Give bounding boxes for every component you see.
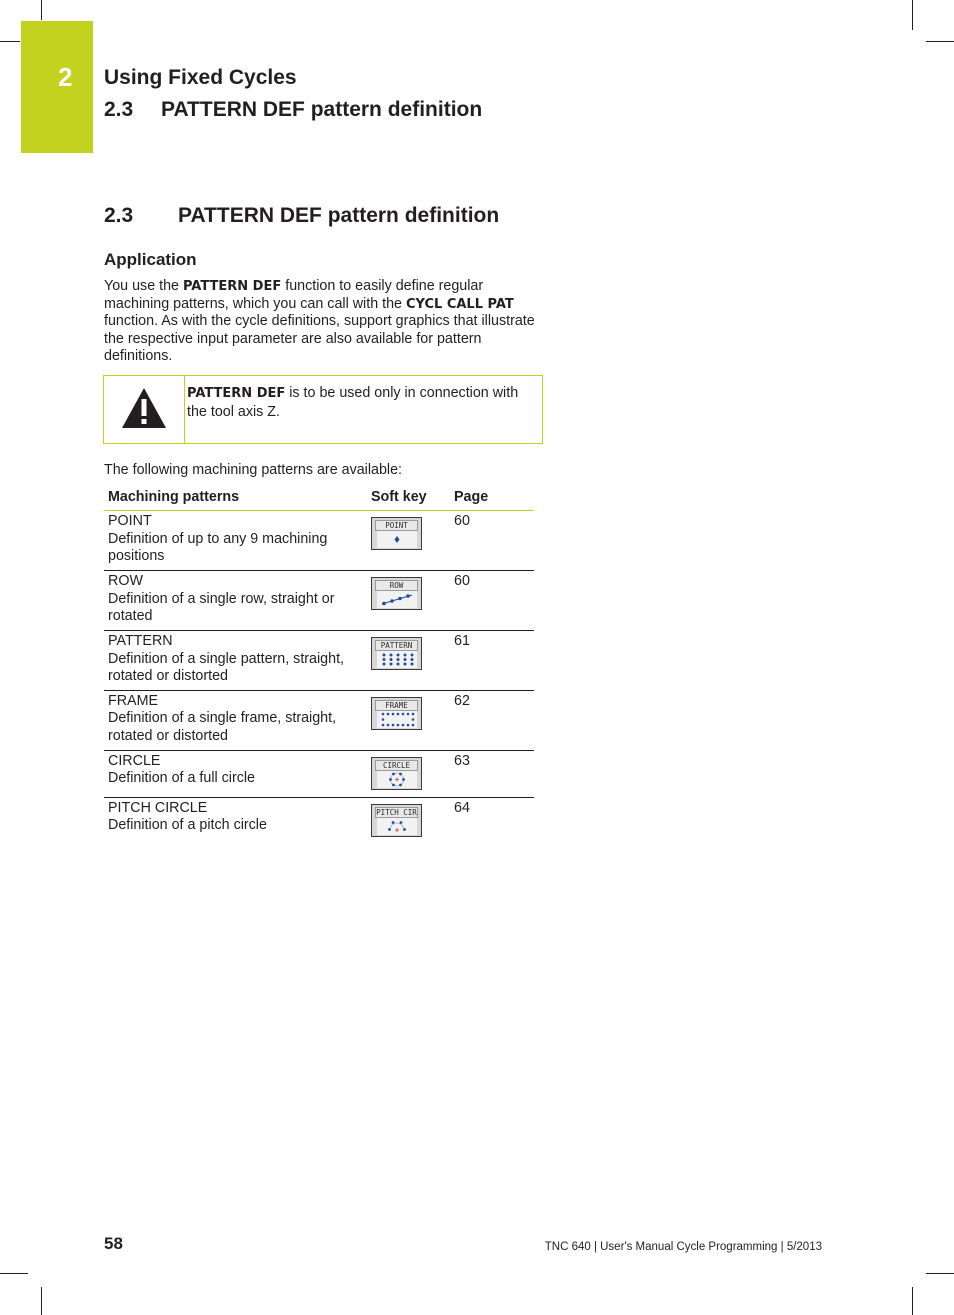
chapter-number: 2 [58, 62, 73, 92]
pitch-circle-pattern-icon [377, 818, 417, 835]
pattern-description: Definition of up to any 9 machining positions [108, 530, 328, 564]
footer-text: TNC 640 | User's Manual Cycle Programming | 5/2013 [544, 1241, 822, 1253]
softkey-label: FRAME [375, 700, 418, 711]
intro-code: PATTERN DEF [182, 279, 282, 294]
softkey-cell [367, 797, 450, 844]
pattern-description: Definition of a single frame, straight, rotated or distorted [108, 710, 337, 744]
section-title [104, 204, 499, 228]
crop-mark [926, 1273, 954, 1274]
page-cell: 61 [450, 631, 534, 691]
softkey-pitch-circle-button[interactable] [371, 804, 422, 837]
frame-pattern-icon [377, 711, 417, 728]
pattern-cell [104, 750, 367, 797]
point-pattern-icon [377, 531, 417, 548]
softkey-label: POINT [375, 520, 418, 531]
row-pattern-icon [377, 591, 417, 608]
pattern-description: Definition of a pitch circle [108, 817, 267, 833]
pattern-name: CIRCLE [108, 752, 161, 769]
intro-text: function to easily define regular machining patterns, which you can call with the [104, 278, 484, 312]
pattern-description: Definition of a single row, straight or rotated [108, 590, 335, 624]
running-header-section-title: PATTERN DEF pattern definition [161, 98, 483, 121]
table-row [104, 511, 534, 571]
page-cell: 60 [450, 571, 534, 631]
section-number: 2.3 [104, 204, 134, 227]
crop-mark [41, 0, 42, 20]
page-cell: 60 [450, 511, 534, 571]
softkey-point-button[interactable] [371, 517, 422, 550]
softkey-pattern-button[interactable] [371, 637, 422, 670]
chapter-tab [21, 21, 93, 153]
warning-box [103, 375, 543, 444]
crop-mark [41, 1287, 42, 1315]
softkey-cell [367, 631, 450, 691]
page-cell: 64 [454, 799, 470, 816]
softkey-frame-button[interactable] [371, 697, 422, 730]
softkey-circle-button[interactable] [371, 757, 422, 790]
patterns-table [104, 483, 534, 844]
softkey-label: PATTERN [375, 640, 418, 651]
softkey-label: ROW [375, 580, 418, 591]
patterns-intro: The following machining patterns are available: [104, 462, 403, 478]
softkey-label: PITCH CIR [376, 807, 417, 817]
pattern-cell [104, 511, 367, 571]
intro-code: CYCL CALL PAT [405, 296, 514, 312]
column-header: Page [450, 483, 534, 511]
warning-text [187, 384, 532, 421]
table-row [104, 571, 534, 631]
page-number: 58 [104, 1234, 123, 1253]
table-row [104, 690, 534, 750]
softkey-cell [367, 571, 450, 631]
pattern-cell [104, 571, 367, 631]
pattern-cell [104, 690, 367, 750]
warning-code: PATTERN DEF [187, 386, 286, 401]
running-header-section-number: 2.3 [104, 98, 134, 121]
application-heading: Application [104, 250, 197, 269]
crop-mark [912, 0, 913, 30]
pattern-description: Definition of a single pattern, straight, rotated or distorted [108, 650, 345, 684]
pattern-name: FRAME [108, 692, 159, 709]
table-row [104, 631, 534, 691]
circle-pattern-icon [377, 771, 417, 788]
running-header-title: Using Fixed Cycles [104, 66, 297, 89]
softkey-cell [367, 690, 450, 750]
warning-divider [184, 376, 185, 443]
softkey-label: CIRCLE [375, 760, 418, 771]
pattern-name: ROW [108, 573, 143, 589]
crop-mark [926, 41, 954, 42]
page-cell: 62 [450, 690, 534, 750]
pattern-description: Definition of a full circle [108, 770, 256, 786]
column-header: Machining patterns [104, 483, 367, 511]
grid-pattern-icon [377, 651, 417, 668]
crop-mark [912, 1287, 913, 1315]
table-row [104, 750, 534, 797]
softkey-row-button[interactable] [371, 577, 422, 610]
table-header-row [104, 483, 534, 511]
running-header-section [104, 98, 482, 122]
pattern-cell [104, 631, 367, 691]
warning-triangle-icon [120, 386, 168, 430]
crop-mark [0, 41, 20, 42]
pattern-name: POINT [108, 513, 152, 529]
application-intro [104, 278, 544, 366]
pattern-name: PITCH CIRCLE [108, 799, 208, 816]
warning-message: is to be used only in connection with the tool axis Z. [187, 385, 519, 420]
intro-text: You use the [104, 278, 183, 294]
pattern-cell [104, 797, 367, 844]
crop-mark [0, 1273, 28, 1274]
intro-text: function. As with the cycle definitions, support graphics that illustrate the respective input parameter are also available for pattern definitions. [104, 313, 535, 365]
page-cell: 63 [450, 750, 534, 797]
softkey-cell [367, 750, 450, 797]
softkey-cell [367, 511, 450, 571]
pattern-name: PATTERN [108, 633, 173, 649]
table-row [104, 797, 534, 844]
column-header: Soft key [367, 483, 450, 511]
section-title-text: PATTERN DEF pattern definition [178, 204, 500, 227]
